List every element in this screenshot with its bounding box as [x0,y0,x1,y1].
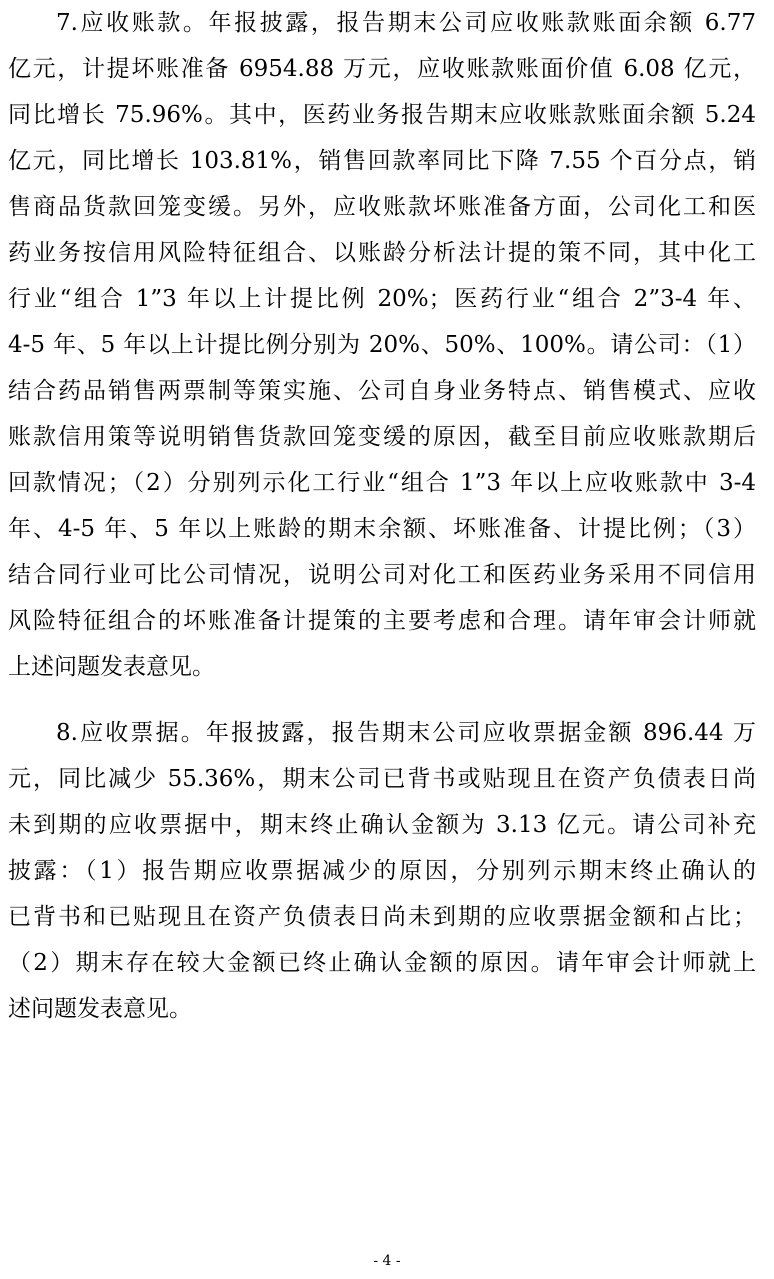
paragraph-8-line-2: 元，同比减少 55.36%，期末公司已背书或贴现且在资产负债表日尚 [8,766,756,792]
paragraph-7-line-11: 回款情况；（2）分别列示化工行业“组合 1”3 年以上应收账款中 3-4 [8,470,756,496]
paragraph-7-line-4: 亿元，同比增长 103.81%，销售回款率同比下降 7.55 个百分点，销 [8,148,756,174]
paragraph-7-line-14: 风险特征组合的坏账准备计提策的主要考虑和合理。请年审会计师就 [8,608,756,634]
paragraph-7-line-6: 药业务按信用风险特征组合、以账龄分析法计提的策不同，其中化工 [8,240,756,266]
paragraph-8-line-3: 未到期的应收票据中，期末终止确认金额为 3.13 亿元。请公司补充 [8,812,756,838]
paragraph-7-line-13: 结合同行业可比公司情况，说明公司对化工和医药业务采用不同信用 [8,562,756,588]
paragraph-7-line-7: 行业“组合 1”3 年以上计提比例 20%；医药行业“组合 2”3-4 年、 [8,286,756,312]
page-number: - 4 - [373,1253,401,1269]
paragraph-7-line-1: 7.应收账款。年报披露，报告期末公司应收账款账面余额 6.77 [56,10,756,36]
paragraph-7-line-10: 账款信用策等说明销售货款回笼变缓的原因，截至目前应收账款期后 [8,424,756,450]
paragraph-8-line-7: 述问题发表意见。 [8,996,192,1022]
paragraph-8-line-1: 8.应收票据。年报披露，报告期末公司应收票据金额 896.44 万 [56,720,756,746]
paragraph-8-line-6: （2）期末存在较大金额已终止确认金额的原因。请年审会计师就上 [8,950,756,976]
paragraph-7-line-12: 年、4-5 年、5 年以上账龄的期末余额、坏账准备、计提比例；（3） [8,516,756,542]
paragraph-7-line-3: 同比增长 75.96%。其中，医药业务报告期末应收账款账面余额 5.24 [8,102,756,128]
paragraph-7-line-9: 结合药品销售两票制等策实施、公司自身业务特点、销售模式、应收 [8,378,756,404]
paragraph-7-line-15: 上述问题发表意见。 [8,654,215,680]
paragraph-8-line-5: 已背书和已贴现且在资产负债表日尚未到期的应收票据金额和占比； [8,904,756,930]
paragraph-7-line-8: 4-5 年、5 年以上计提比例分别为 20%、50%、100%。请公司：（1） [8,332,756,358]
paragraph-8-line-4: 披露：（1）报告期应收票据减少的原因，分别列示期末终止确认的 [8,858,756,884]
paragraph-7-line-2: 亿元，计提坏账准备 6954.88 万元，应收账款账面价值 6.08 亿元， [8,56,756,82]
paragraph-7-line-5: 售商品货款回笼变缓。另外，应收账款坏账准备方面，公司化工和医 [8,194,756,220]
